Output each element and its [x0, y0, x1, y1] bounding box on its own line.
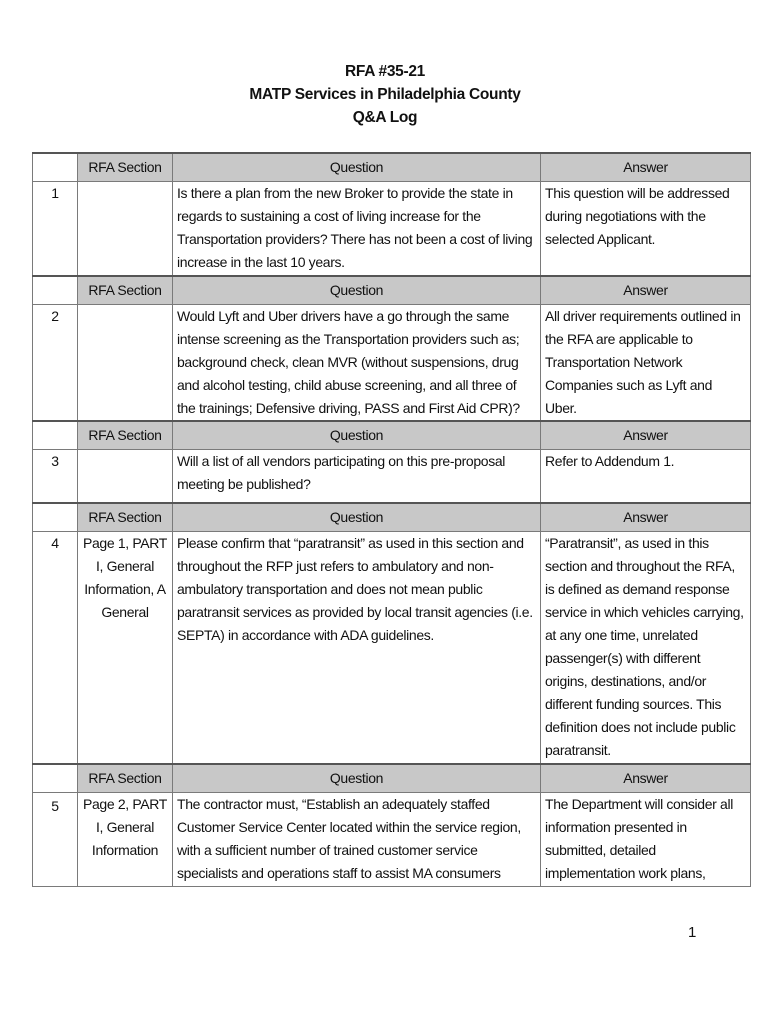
row-number: 5 — [33, 793, 78, 887]
table-row — [33, 531, 751, 764]
row-section — [78, 304, 173, 421]
row-answer: Refer to Addendum 1. — [541, 450, 751, 503]
header-row — [33, 276, 751, 305]
header-question: Question — [173, 503, 541, 532]
row-answer: “Paratransit”, as used in this section and throughout the RFA, is defined as demand response service in which vehicles carrying, at any one time, unrelated passenger(s) with different origins, destinations, and/or different funding sources. This definition does not include public paratransit. — [541, 531, 751, 764]
row-section — [78, 793, 173, 887]
row-answer-text: The Department will consider all information presented in submitted, detailed implementation work plans, — [545, 796, 733, 881]
header-question: Question — [173, 764, 541, 793]
header-rfa-section: RFA Section — [78, 153, 173, 182]
header-row — [33, 153, 751, 182]
header-answer: Answer — [541, 764, 751, 793]
header-number-cell — [33, 276, 78, 305]
row-answer — [541, 793, 751, 887]
document-title-block — [0, 60, 770, 129]
row-answer: All driver requirements outlined in the RFA are applicable to Transportation Network Companies such as Lyft and Uber. — [541, 304, 751, 421]
header-rfa-section: RFA Section — [78, 503, 173, 532]
row-question: Will a list of all vendors participating on this pre-proposal meeting be published? — [173, 450, 541, 503]
row-number: 3 — [33, 450, 78, 503]
header-row — [33, 764, 751, 793]
header-number-cell — [33, 764, 78, 793]
header-answer: Answer — [541, 153, 751, 182]
row-number: 2 — [33, 304, 78, 421]
title-rfa-number: RFA #35-21 — [345, 63, 425, 80]
header-question: Question — [173, 276, 541, 305]
header-number-cell — [33, 503, 78, 532]
row-section — [78, 182, 173, 276]
row-section: Page 1, PART I, General Information, A General — [78, 531, 173, 764]
table-row — [33, 304, 751, 421]
header-rfa-section: RFA Section — [78, 764, 173, 793]
header-question: Question — [173, 153, 541, 182]
row-question: Please confirm that “paratransit” as used in this section and throughout the RFP just refers to ambulatory and non-ambulatory transportation and does not mean public paratransit services as provided by local transit agencies (i.e. SEPTA) in accordance with ADA guidelines. — [173, 531, 541, 764]
header-answer: Answer — [541, 421, 751, 450]
row-number: 1 — [33, 182, 78, 276]
row-number: 4 — [33, 531, 78, 764]
table-row — [33, 182, 751, 276]
header-rfa-section: RFA Section — [78, 276, 173, 305]
row-answer: This question will be addressed during negotiations with the selected Applicant. — [541, 182, 751, 276]
header-number-cell — [33, 153, 78, 182]
row-section — [78, 450, 173, 503]
header-question: Question — [173, 421, 541, 450]
table-row — [33, 793, 751, 887]
title-services: MATP Services in Philadelphia County — [249, 86, 521, 103]
header-number-cell — [33, 421, 78, 450]
row-section-text: Page 2, PART I, General Information — [83, 796, 167, 858]
title-log: Q&A Log — [352, 109, 418, 126]
page-number: 1 — [688, 924, 697, 941]
header-row — [33, 503, 751, 532]
qa-log-table — [32, 152, 751, 887]
row-question-text: The contractor must, “Establish an adequately staffed Customer Service Center located within the service region, with a sufficient number of trained customer service specialists and operations staff to assist MA consumers — [177, 796, 521, 881]
header-rfa-section: RFA Section — [78, 421, 173, 450]
header-answer: Answer — [541, 276, 751, 305]
row-question: Is there a plan from the new Broker to provide the state in regards to sustaining a cost of living increase for the Transportation providers? There has not been a cost of living increase in the last 10 years. — [173, 182, 541, 276]
row-question — [173, 793, 541, 887]
row-question: Would Lyft and Uber drivers have a go through the same intense screening as the Transportation providers such as; background check, clean MVR (without suspensions, drug and alcohol testing, child abuse screening, and all three of the trainings; Defensive driving, PASS and First Aid CPR)? — [173, 304, 541, 421]
header-answer: Answer — [541, 503, 751, 532]
header-row — [33, 421, 751, 450]
table-row — [33, 450, 751, 503]
